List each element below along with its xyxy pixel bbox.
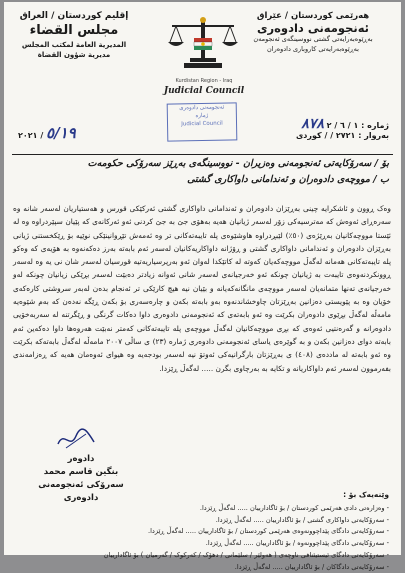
cc-item: - سەرۆکایەتی دادگای پێداچوونەوە / بۆ ئاگادارییان ..... لەگەڵ ڕێزدا. [205, 539, 389, 548]
cc-item: - سەرۆکایەتی دادگای ئیستیئنافی ناوچەی ( هەولێر / سلێمانی / دهۆک / کەرکوک / گەرمیان ) بۆ ئاگادارییان [103, 550, 389, 559]
scales-of-justice-emblem [164, 16, 242, 72]
date-gregorian [18, 124, 76, 142]
reference-label: ژمارە : [361, 121, 389, 130]
letter-body: وەک ڕوون و ئاشکرایە چینی بەڕێزان دادوەران و ئەندامانی داواکاری گشتی ئەرکێکی قورس و هەستیاریان لەسەر شانە وە سەرەڕای ئەوەش کە مەترسیەکی زۆر لەسەر ژیانیان هەیە بەهۆی جێ بە جێ کردنی ئەو ئەرکانەی کە پێیان سپێردراوە وە لە ئێستا مووچەکانیان بەڕێژەی (٥٠٪) لێبڕدراوە هاوشێوەی پلە تایبەتەکانی تر وە ئەمەش تێڕوانینێکی نوێیە بۆ ڕێکخستنی ژیانی بەڕێزان دادوەران و ئەندامانی داواکاری گشتی و ڕۆژانە داواکاریەکانیان لەسەر ئەم بابەتە بەرز دەکەنەوە بە هۆیەی کە وەکو پلە تایبەتەکانی هەمانە لەگەڵ مووچەکەیان کەوتە لە کاتێکدا لەوان ئەو بەرپرسیاریەتیە قورسیان لەسەر شان نی یە وە لەسەر ڕوونکردنەوەی تایبەت بە ژیانیان چونکە ئەو خەرجیانەی لەسەر شانی ئەوانە زیادتر دەبێت لەسەر بڕێکی زیانیان چونکە لەو خەرجیانەی تەنها متمانەیان لەسەر مووچەی مانگانەکەیانە و بێیان نیە هیچ کارێکی تر ئەنجام بدەن لەبەر سروشتی کارەکەی خۆیان وە بە پێویستی دەزانین بەڕێزتان چاوخشاندنەوە بەو بابەتە بکەن و چارەسەری بۆ بکەن ڕێگە نەدەن کە بەم شێوەیە مامەڵە لەگەڵ بڕێوی دادوەران بکرێت وە ئەو بابەتەی کە ئەنجومەنی دادوەری داوا دەکات گرنگی و ڕێگرتنە لە سەربەخۆیی دادوەرانە و گەرەنتیی ئەوەی کە بڕی مووچەکانیان لەگەڵ مووچەی پلە تایبەتەکانی کەمتر نەبێت هەروەها داوا دەکەین ئەم بابەتە دوای دەزانین بکەن و بە گوێرەی یاسای ئەنجومەنی دادوەری ژمارە (٢٣) ی ساڵی ٢٠٠٧ مامەڵە لەگەڵ بابەتەکە بکرێت وە ئەو بابەتە لە ماددەی (٤٠٨) ی بەڕێزتان بارگرانیەکی ئەوتۆ نیە لەسەر بودجەیە وە هیوای ئەوەمان هەیە کە ڕەزامەندی بفەرموون لەسەر ئەم داواکاریانە و تکایە بە بەرچاوی بگرن ..... لەگەڵ ڕێزدا. [13, 204, 391, 373]
divider [12, 154, 393, 155]
registry-stamp [167, 102, 238, 141]
signature-scrawl [56, 428, 96, 452]
signature-block [26, 453, 136, 505]
date-label: بەروار : [358, 131, 389, 140]
cc-list [19, 503, 389, 573]
stamp-line-2: ژمارە [195, 112, 209, 120]
reference-number [301, 116, 389, 132]
letter-page [4, 2, 401, 571]
addressee-line: بۆ / سەرۆکایەتی ئەنجومەنی وەزیران - نووسینگەی بەڕێز سەرۆکی حکومەت [87, 158, 389, 169]
emblem-caption: Judicial Council [163, 86, 245, 96]
header-directorate: بەڕێوەبەرایەتی گشتی نووسینگەی ئەنجومەن [253, 35, 373, 43]
signature-closing: دادوەر [67, 454, 95, 464]
header-directorate-ar: المديرية العامة لمكتب المجلس [21, 41, 127, 49]
emblem-subcaption: Kurdistan Region - Iraq [175, 78, 233, 84]
date-handwritten: ٥/١٩ [46, 124, 76, 142]
header-council-ar: مجلس القضاء [29, 23, 119, 38]
reference-printed: ١ / ٦ / ٢ [326, 121, 359, 130]
stamp-line-3: Judicial Council [181, 120, 223, 128]
signatory-title: سەرۆکی ئەنجومەنی دادوەری [38, 480, 124, 503]
cc-item: - وەزارەتی دادی هەرێمی کوردستان / بۆ ئاگادارییان ..... لەگەڵ ڕێزدا. [199, 504, 389, 512]
signatory-name: بنگین قاسم محمد [43, 467, 119, 477]
reference-handwritten: ٨٧٨ [301, 116, 324, 132]
cc-item: - سەرۆکایەتی دادگاکان / بۆ ئاگادارییان ..... لەگەڵ ڕێزدا. [234, 562, 389, 571]
date-suffix: کوردی [295, 131, 322, 140]
subject-line: ب / مووچەی دادوەران و ئەندامانی داواکاری گشتی [187, 174, 389, 185]
header-council: ئەنجومەنی دادوەری [256, 21, 369, 35]
header-kurdish [233, 10, 393, 54]
header-department-ar: مديرية شؤون القضاة [37, 51, 111, 59]
cc-item: - سەرۆکایەتی دادگای پێداچوونەوەی هەرێمی کوردستان / بۆ ئاگادارییان ..... لەگەڵ ڕێزدا. [148, 527, 389, 536]
stamp-line-1: ئەنجومەنی دادوەری [179, 104, 225, 112]
date-value: ٢٧٢١ / / [324, 131, 356, 140]
cc-title: وێنەیەک بۆ : [343, 490, 389, 499]
header-department: بەڕێوەبەرایەتی کاروباری دادوەران [267, 45, 359, 53]
date-year: / ٢٠٢١ [18, 131, 44, 140]
header-region: هەرێمی کوردستان / عێراق [256, 11, 370, 21]
cc-item: - سەرۆکایەتی داواکاری گشتی / بۆ ئاگادارییان ..... لەگەڵ ڕێزدا. [215, 515, 389, 524]
date-kurdish [296, 131, 389, 140]
header-arabic [14, 10, 134, 60]
header-region-ar: إقليم كوردستان / العراق [19, 11, 129, 21]
